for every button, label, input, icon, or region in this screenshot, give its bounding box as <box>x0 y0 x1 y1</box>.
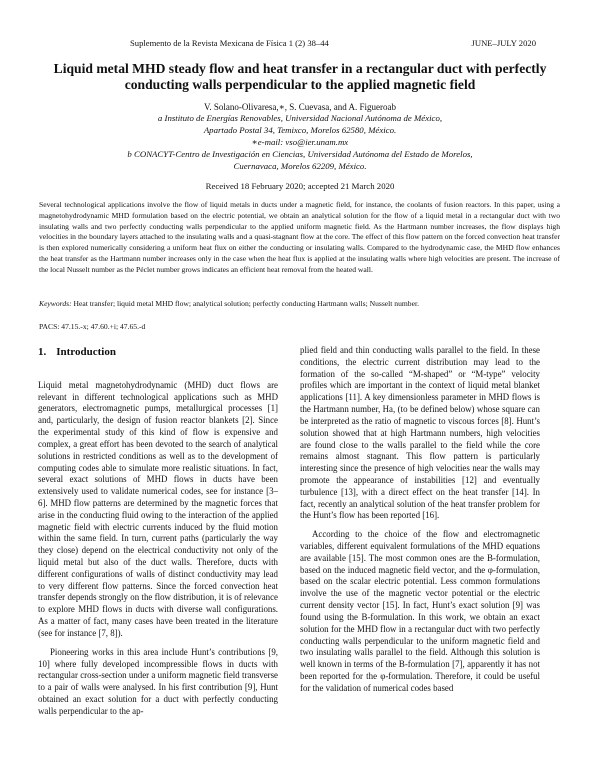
running-header <box>0 38 600 52</box>
affiliation-a-line1: a Instituto de Energías Renovables, Universidad Nacional Autónoma de México, <box>157 113 443 123</box>
issue-date: JUNE–JULY 2020 <box>471 38 536 48</box>
keywords-text: Heat transfer; liquid metal MHD flow; analytical solution; perfectly conducting Hartmann walls; Nusselt number. <box>73 299 419 308</box>
paragraph: Pioneering works in this area include Hunt’s contributions [9, 10] where fully developed incompressible flows in ducts with rectangular cross-section under a uniform magnetic field transverse to a pair of walls were analysed. In his first contribution [9], Hunt obtained an exact solution for a duct with perfectly conducting walls perpendicular to the ap- <box>38 646 278 716</box>
section-heading <box>38 347 278 359</box>
corresponding-email: ∗e-mail: vso@ier.unam.mx <box>251 137 349 147</box>
paragraph: According to the choice of the flow and electromagnetic variables, different equivalent formulations of the MHD equations are available [15]. The most common ones are the B-formulation, based on the induced magnetic field vector, and the φ-formulation, based on the scalar electric potential. Less common formulations involve the use of the magnetic vector potential or the electric current density vector [15]. In fact, Hunt’s exact solution [9] was found using the B-formulation. In this work, we obtain an exact solution for the MHD flow in a rectangular duct with two perfectly conducting walls perpendicular to the uniform magnetic field and two insulating walls parallel to the field. Although this solution is well known in terms of the B-formulation [7], apparently it has not been reported for the φ-formulation. Therefore, it could be useful for the validation of numerical codes based <box>300 529 540 693</box>
left-column <box>38 345 278 725</box>
affiliation-b-line1: b CONACYT-Centro de Investigación en Ciencias, Universidad Autónoma del Estado de Morelos, <box>127 149 473 159</box>
right-column <box>300 345 540 702</box>
journal-citation: Suplemento de la Revista Mexicana de Física 1 (2) 38–44 <box>130 38 329 48</box>
received-date: Received 18 February 2020; accepted 21 March 2020 <box>205 181 395 191</box>
section-title: Introduction <box>56 346 116 358</box>
keywords <box>39 299 560 309</box>
abstract: Several technological applications involve the flow of liquid metals in ducts under a magnetic field, for instance, the coolants of fusion reactors. In this paper, using a magnetohydrodynamic MHD formulation based on the electric potential, we obtain an analytical solution for the flow of a liquid metal in a rectangular duct with two insulating walls and two perfectly conducting walls perpendicular to the applied uniform magnetic field. As the Hartmann number increases, the flow displays high velocities in the boundary layers attached to the insulating walls and a quasi-stagnant flow at the core. The effect of this flow pattern on the forced convection heat transfer is then explored numerically considering a uniform heat flux on either the conducting or insulating walls. Compared to the hydrodynamic case, the MHD flow enhances the heat transfer as the Hartmann number increases only in the case when the heat flux is applied at the insulating walls where high velocities are present. The increase of the local Nusselt number as the Péclet number grows indicates an efficient heat removal from the heated wall. <box>39 200 560 274</box>
author-list: V. Solano-Olivaresa,∗, S. Cuevasa, and A. Figueroab <box>204 102 396 112</box>
keywords-label: Keywords: <box>39 299 72 308</box>
paper-title: Liquid metal MHD steady flow and heat transfer in a rectangular duct with perfectly conducting walls perpendicular to the applied magnetic field <box>53 61 547 92</box>
paragraph: plied field and thin conducting walls parallel to the field. In these conditions, the electric current distribution may lead to the formation of the so-called “M-shaped” or “M-type” velocity profiles which are important in the context of liquid metal blanket applications [11]. A key dimensionless parameter in MHD flows is the Hartmann number, Ha, (to be defined below) whose square can be interpreted as the ratio of magnetic to viscous forces [8]. Hunt’s solution showed that at high Hartmann numbers, high velocities are found close to the walls parallel to the field while the core remains almost stagnant. This flow pattern is particularly interesting since the presence of high velocities near the walls may promote the appearance of instabilities [12] and eventually turbulence [13], with a direct effect on the heat transfer [14]. In fact, recently an analytical solution of the heat transfer problem for the Hunt’s flow has been reported [16]. <box>300 345 540 521</box>
section-number: 1. <box>38 346 47 358</box>
pacs-codes: PACS: 47.15.-x; 47.60.+i; 47.65.-d <box>39 322 146 331</box>
affiliation-b-line2: Cuernavaca, Morelos 62209, México. <box>233 161 367 171</box>
affiliation-a-line2: Apartado Postal 34, Temixco, Morelos 62580, México. <box>203 125 397 135</box>
paragraph: Liquid metal magnetohydrodynamic (MHD) duct flows are relevant in different technological applications such as MHD generators, electromagnetic pumps, metallurgical processes [1] and, particularly, the design of fusion reactor blankets [2]. Since the experimental study of this kind of flow is expensive and complex, a great effort has been devoted to the search of analytical solutions in restricted conditions as well as to the development of computing codes able to simulate more realistic situations. In fact, several exact solutions of MHD flows in ducts have been extensively used to validate numerical codes, see for instance [3–6]. MHD flow patterns are determined by the magnetic forces that arise in the conducting fluid owing to the interaction of the applied magnetic field with electric currents induced by the fluid motion within the same field. In turn, current paths (particularly the way they close) depend on the electrical conductivity not only of the liquid metal but also of the duct walls. Therefore, ducts with different configurations of walls of distinct conductivity may lead to very different flow patterns. Since the forced convection heat transfer depends strongly on the flow distribution, it is of relevance to explore MHD flows in ducts with diverse wall configurations. As a matter of fact, many cases have been treated in the literature (see for instance [7, 8]). <box>38 379 278 638</box>
